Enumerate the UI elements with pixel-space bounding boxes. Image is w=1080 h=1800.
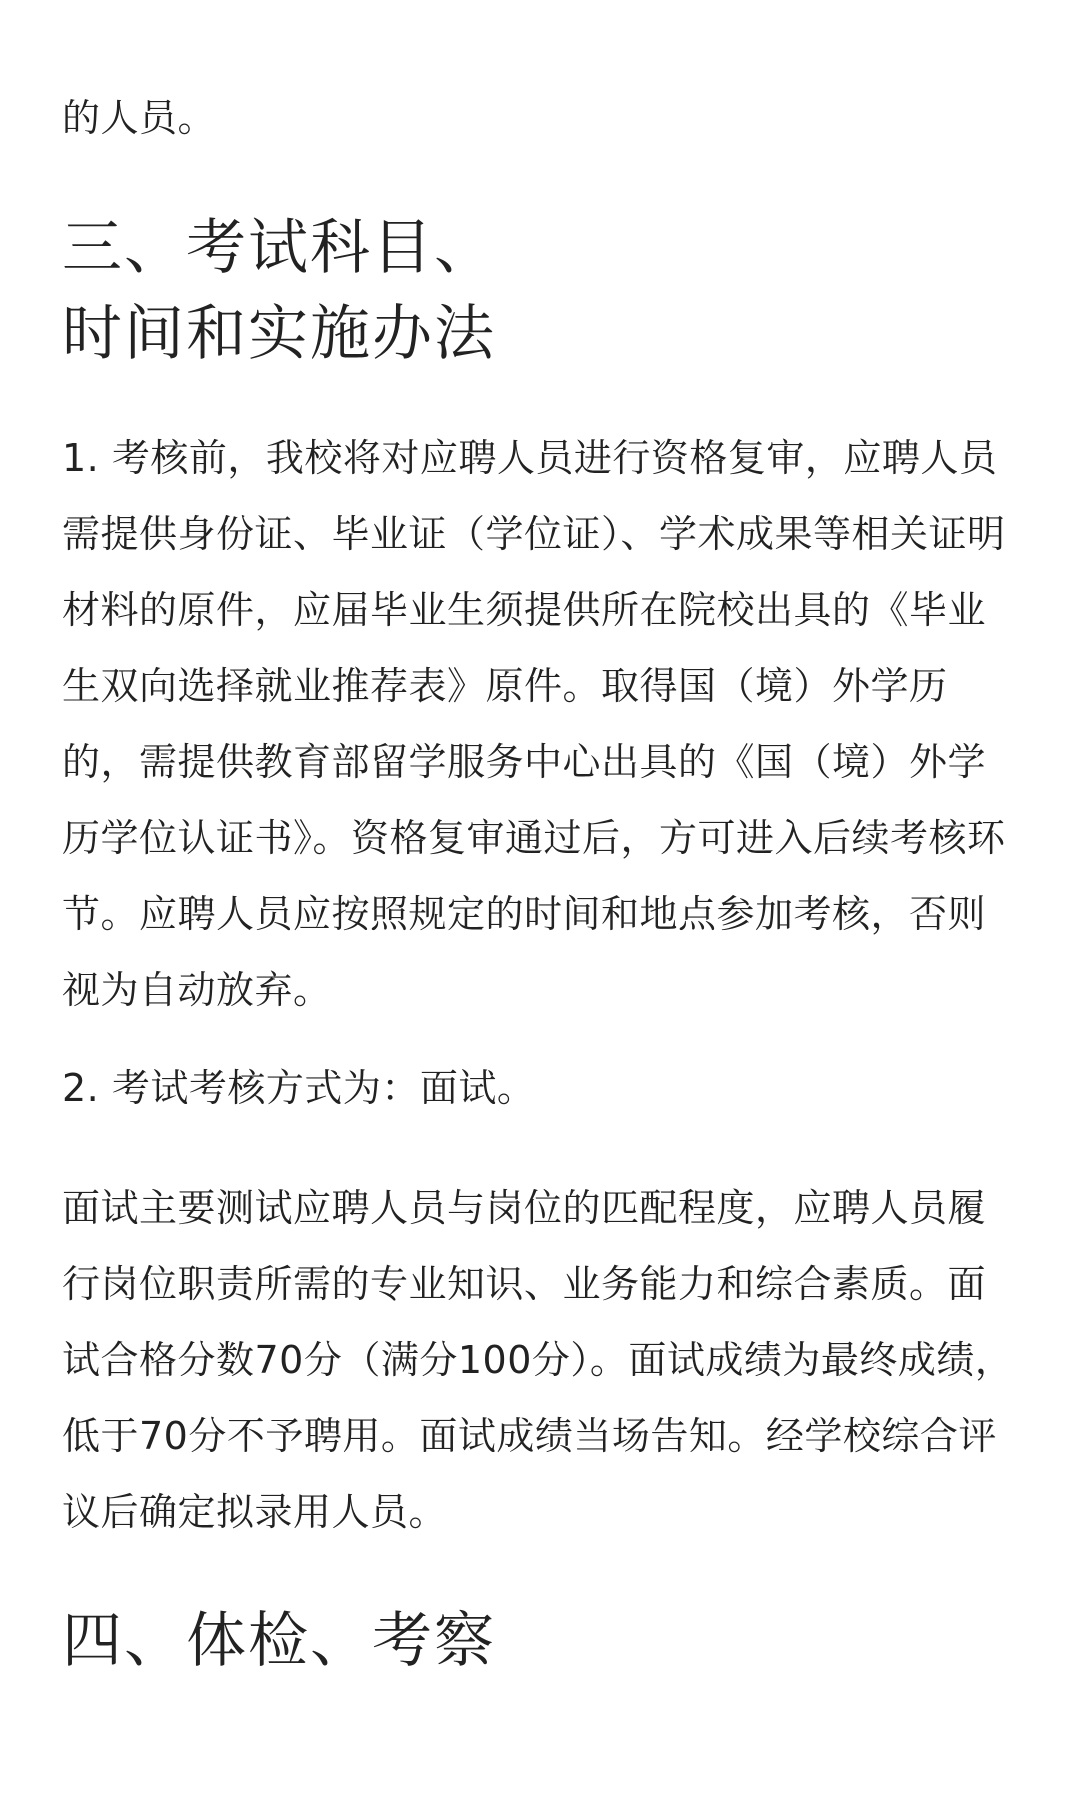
section-3-heading-line-1: 三、考试科目、 bbox=[62, 213, 496, 283]
item-1-paragraph: 1. 考核前，我校将对应聘人员进行资格复审，应聘人员需提供身份证、毕业证（学位证）、学术成果等相关证明材料的原件，应届毕业生须提供所在院校出具的《毕业生双向选择就业推荐表》原件。取得国（境）外学历的，需提供教育部留学服务中心出具的《国（境）外学历学位认证书》。资格复审通过后，方可进入后续考核环节。应聘人员应按照规定的时间和地点参加考核，否则视为自动放弃。 bbox=[62, 436, 1006, 1012]
section-4-heading: 四、体检、考察 bbox=[62, 1606, 496, 1676]
section-3-heading bbox=[62, 205, 1018, 377]
section-3-heading-line-2: 时间和实施办法 bbox=[62, 299, 496, 369]
lead-fragment: 的人员。 bbox=[62, 96, 217, 140]
interview-paragraph: 面试主要测试应聘人员与岗位的匹配程度，应聘人员履行岗位职责所需的专业知识、业务能力和综合素质。面试合格分数70分（满分100分）。面试成绩为最终成绩，低于70分不予聘用。面试成绩当场告知。经学校综合评议后确定拟录用人员。 bbox=[62, 1186, 1014, 1534]
item-2-paragraph: 2. 考试考核方式为：面试。 bbox=[62, 1066, 536, 1110]
